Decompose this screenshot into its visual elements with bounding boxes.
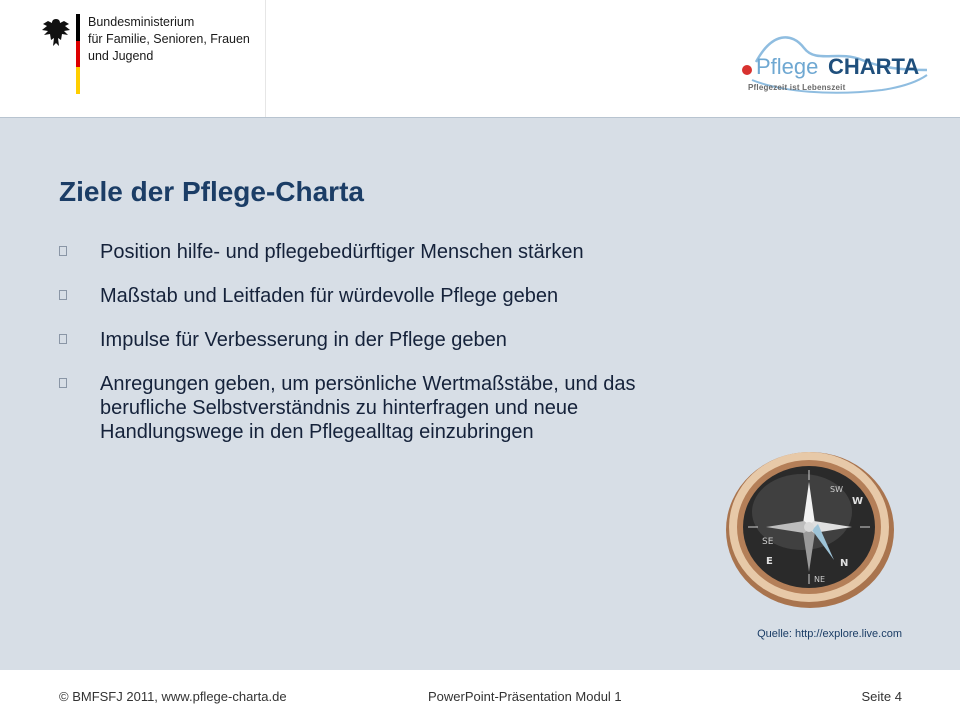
svg-text:E: E <box>766 556 773 567</box>
slide-content <box>0 118 960 670</box>
bullet-marker-icon <box>59 246 67 256</box>
svg-text:NE: NE <box>814 575 826 584</box>
bullet-item <box>59 328 699 352</box>
bullet-item <box>59 284 699 308</box>
footer-page-number: Seite 4 <box>861 689 902 704</box>
image-source-caption: Quelle: http://explore.live.com <box>757 628 902 640</box>
ministry-line: und Jugend <box>88 49 154 63</box>
bullet-item <box>59 372 699 444</box>
slide-footer <box>0 670 960 720</box>
logo-pflege-text: Pflege <box>756 54 819 79</box>
bullet-text: Anregungen geben, um persönliche Wertmaßstäbe, und das berufliche Selbstverständnis zu hinterfragen und neue Handlungswege in den Pflegealltag einzubringen <box>100 373 636 443</box>
slide-header <box>0 0 960 118</box>
bullet-text: Maßstab und Leitfaden für würdevolle Pflege geben <box>100 285 559 307</box>
bullet-marker-icon <box>59 378 67 388</box>
logo-charta-text: CHARTA <box>828 54 920 79</box>
german-flag-bar <box>76 14 80 94</box>
ministry-name <box>88 14 266 65</box>
pflege-charta-logo <box>742 30 932 100</box>
logo-dot <box>742 65 752 75</box>
ministry-logo <box>22 0 266 117</box>
bullet-text: Position hilfe- und pflegebedürftiger Menschen stärken <box>100 241 584 263</box>
federal-eagle-icon <box>40 16 72 52</box>
svg-text:W: W <box>852 496 864 507</box>
footer-presentation-title: PowerPoint-Präsentation Modul 1 <box>428 689 622 704</box>
slide-title: Ziele der Pflege-Charta <box>59 176 364 207</box>
compass-image <box>722 440 896 612</box>
footer-copyright: © BMFSFJ 2011, www.pflege-charta.de <box>59 689 287 704</box>
svg-text:N: N <box>840 558 849 569</box>
bullet-list <box>59 240 699 464</box>
svg-text:SW: SW <box>830 485 843 494</box>
bullet-text: Impulse für Verbesserung in der Pflege geben <box>100 329 507 351</box>
bullet-item <box>59 240 699 264</box>
logo-tagline: Pflegezeit ist Lebenszeit <box>748 83 846 92</box>
ministry-line: für Familie, Senioren, Frauen <box>88 32 250 46</box>
svg-text:SE: SE <box>762 537 774 547</box>
bullet-marker-icon <box>59 290 67 300</box>
bullet-marker-icon <box>59 334 67 344</box>
ministry-line: Bundesministerium <box>88 15 195 29</box>
